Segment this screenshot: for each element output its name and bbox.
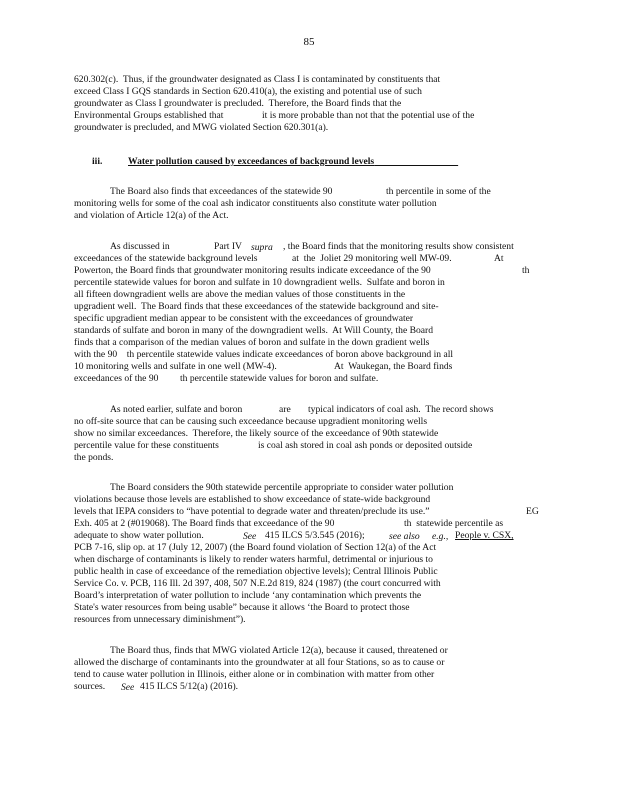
text-line: the ponds. — [74, 452, 114, 463]
text-line: percentile value for these constituents — [74, 440, 219, 451]
text-line: show no similar exceedances. Therefore, the likely source of the exceedance of 90th statewide — [74, 428, 439, 439]
text-line: PCB 7-16, slip op. at 17 (July 12, 2007) (the Board found violation of Section 12(a) of the Act — [74, 542, 437, 553]
text-line: groundwater as Class I groundwater is precluded. Therefore, the Board finds that the — [74, 98, 402, 109]
text-line: The Board also finds that exceedances of the statewide 90 — [110, 186, 333, 197]
text-line: with the 90 th percentile statewide values indicate exceedances of boron above background in all — [74, 349, 454, 360]
citation-signal: supra — [251, 242, 273, 253]
text-line: standards of sulfate and boron in many of the downgradient wells. At Will County, the Board — [74, 325, 434, 336]
text-line: upgradient well. The Board finds that these exceedances of the statewide background and site- — [74, 301, 439, 312]
text-fragment: th percentile in some of the — [386, 186, 491, 197]
citation-signal: see also — [389, 531, 420, 542]
text-fragment: at the Joliet 29 monitoring well MW-09. — [292, 253, 452, 264]
text-line: specific upgradient median appear to be consistent with the exceedances of groundwater — [74, 313, 414, 324]
text-line: The Board thus, finds that MWG violated Article 12(a), because it caused, threatened or — [110, 645, 448, 656]
text-line: percentile statewide values for boron and sulfate in 10 downgradient wells. Sulfate and boron in — [74, 277, 445, 288]
text-fragment: th statewide percentile as — [404, 518, 504, 529]
text-line: Service Co. v. PCB, 116 Ill. 2d 397, 408, 507 N.E.2d 819, 824 (1987) (the court concurred with — [74, 578, 441, 589]
section-heading: Water pollution caused by exceedances of background levels — [128, 156, 375, 167]
text-fragment: th — [522, 265, 530, 276]
citation-signal: See — [121, 682, 135, 693]
text-fragment: At Waukegan, the Board finds — [334, 361, 453, 372]
text-line: adequate to show water pollution. — [74, 530, 204, 541]
text-fragment: typical indicators of coal ash. The record shows — [308, 404, 494, 415]
citation-signal: See — [243, 531, 257, 542]
text-line: allowed the discharge of contaminants into the groundwater at all four Stations, so as to cause or — [74, 657, 445, 668]
text-fragment: As discussed in — [110, 241, 170, 252]
text-fragment: , the Board finds that the monitoring results show consistent — [283, 241, 514, 252]
text-line: no off-site source that can be causing such exceedance because upgradient monitoring wells — [74, 416, 428, 427]
text-fragment: is coal ash stored in coal ash ponds or deposited outside — [258, 440, 473, 451]
text-line: exceed Class I GQS standards in Section 620.410(a), the existing and potential use of such — [74, 86, 422, 97]
section-number: iii. — [92, 156, 103, 167]
text-line: Exh. 405 at 2 (#019068). The Board finds that exceedance of the 90 — [74, 518, 335, 529]
text-line: resources from unnecessary diminishment”). — [74, 614, 246, 625]
text-line: levels that IEPA considers to “have potential to degrade water and threaten/preclude its use.” — [74, 506, 430, 517]
text-line: finds that a comparison of the median values of boron and sulfate in the down gradient wells — [74, 337, 430, 348]
text-line: 620.302(c). Thus, if the groundwater designated as Class I is contaminated by constituents that — [74, 74, 441, 85]
text-line: exceedances of the statewide background levels — [74, 253, 258, 264]
text-line: monitoring wells for some of the coal ash indicator constituents also constitute water pollution — [74, 198, 437, 209]
text-fragment: At — [494, 253, 504, 264]
text-line: Board’s interpretation of water pollution to include ‘any contamination which prevents the — [74, 590, 422, 601]
text-fragment: EG — [526, 506, 539, 517]
text-fragment: 415 ILCS 5/12(a) (2016). — [140, 681, 239, 692]
text-fragment: it is more probable than not that the potential use of the — [262, 110, 475, 121]
text-line: and violation of Article 12(a) of the Act. — [74, 210, 229, 221]
text-line: sources. — [74, 681, 106, 692]
text-line: public health in case of exceedance of the remediation objective levels); Central Illinois Public — [74, 566, 438, 577]
text-line: tend to cause water pollution in Illinois, either alone or in combination with matter from other — [74, 669, 435, 680]
text-line: groundwater is precluded, and MWG violated Section 620.301(a). — [74, 122, 329, 133]
text-line: all fifteen downgradient wells are above the median values of those constituents in the — [74, 289, 406, 300]
text-line: The Board considers the 90th statewide percentile appropriate to consider water pollution — [110, 482, 454, 493]
page-number: 85 — [303, 36, 315, 48]
text-line: 10 monitoring wells and sulfate in one well (MW-4). — [74, 361, 277, 372]
text-fragment: Part IV — [214, 241, 242, 252]
text-fragment: As noted earlier, sulfate and boron — [110, 404, 243, 415]
text-line: State's water resources from being usable” because it allows ‘the Board to protect those — [74, 602, 410, 613]
text-fragment: 415 ILCS 5/3.545 (2016); — [265, 530, 365, 541]
text-line: violations because those levels are established to show exceedance of state-wide background — [74, 494, 431, 505]
case-citation: People v. CSX, — [455, 530, 514, 541]
text-line: when discharge of contaminants is likely to render waters harmful, detrimental or injurious to — [74, 554, 433, 565]
text-line: Environmental Groups established that — [74, 110, 224, 121]
text-fragment: are — [279, 404, 291, 415]
text-line: Powerton, the Board finds that groundwater monitoring results indicate exceedance of the 90 — [74, 265, 431, 276]
text-line: exceedances of the 90 th percentile statewide values for boron and sulfate. — [74, 373, 379, 384]
citation-signal: e.g., — [432, 531, 449, 542]
